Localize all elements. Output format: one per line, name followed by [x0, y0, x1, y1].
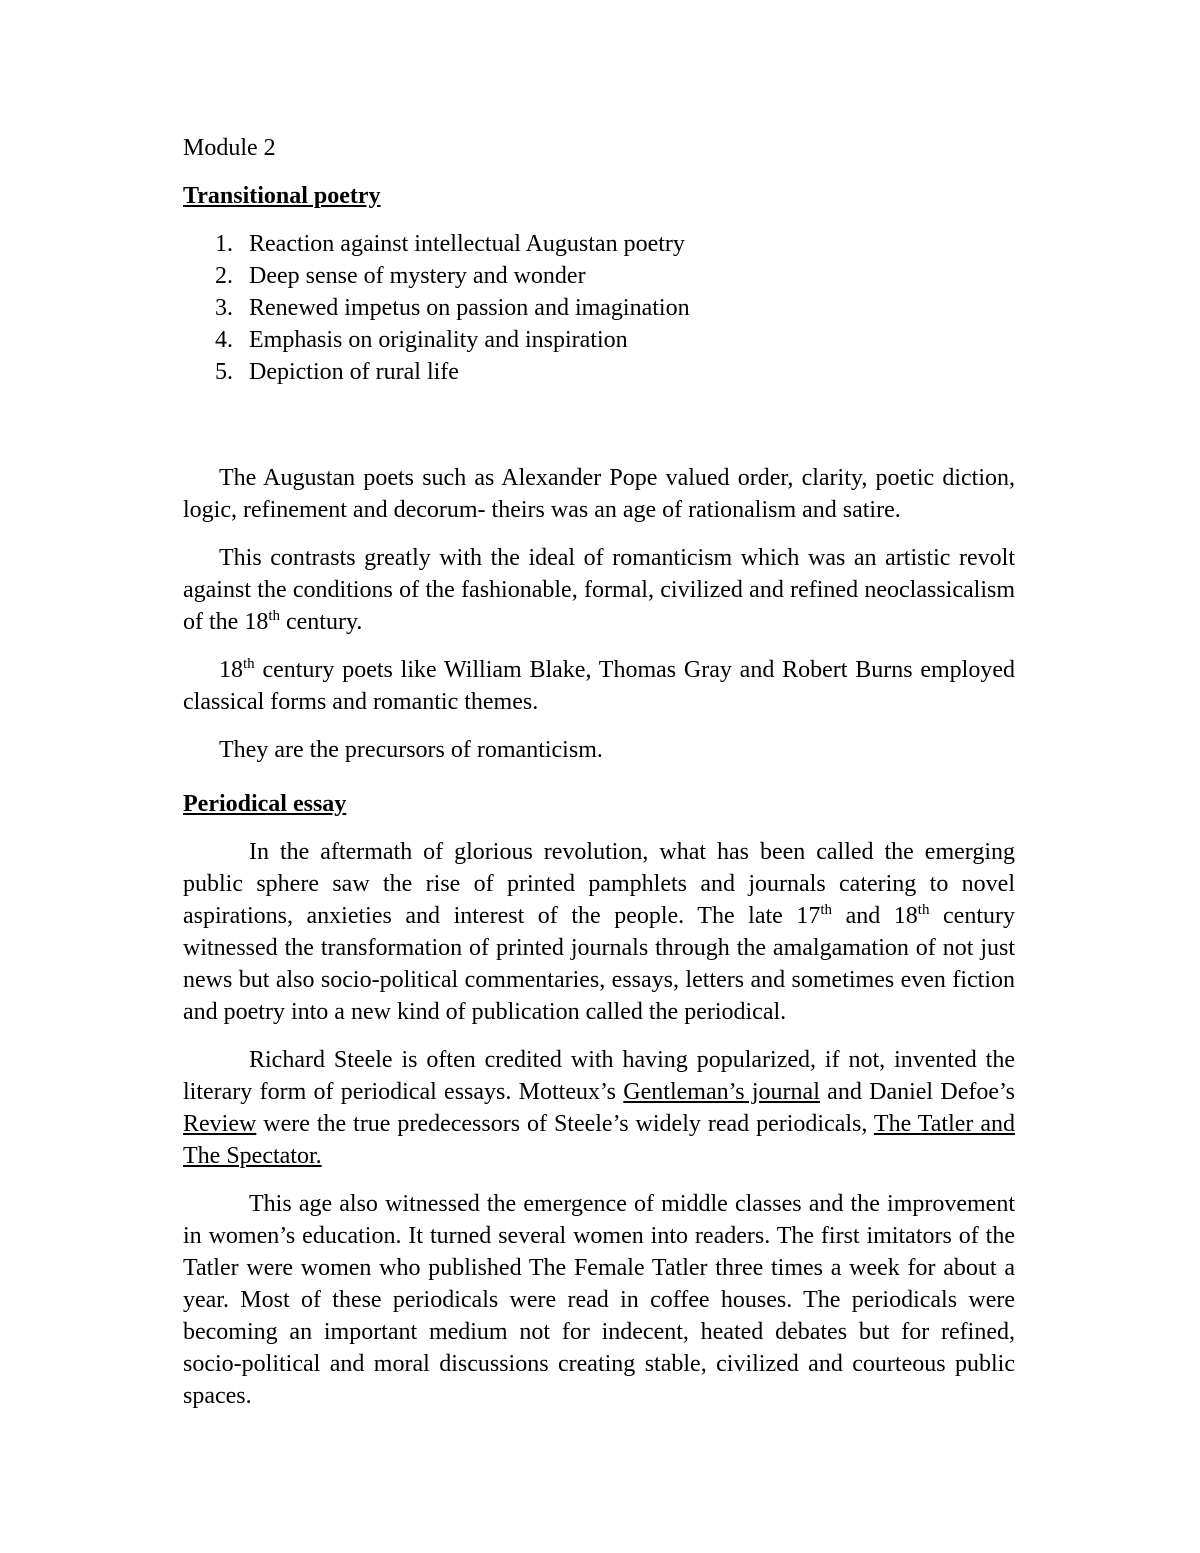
- augustan-paragraph: The Augustan poets such as Alexander Pope valued order, clarity, poetic diction, logic, refinement and decorum- theirs was an age of rationalism and satire.: [183, 465, 1015, 523]
- list-item: [215, 324, 1015, 356]
- list-item-text: Deep sense of mystery and wonder: [249, 263, 586, 289]
- list-item: [215, 292, 1015, 324]
- tatler-spectator-title: The Tatler and The Spectator.: [183, 1111, 1015, 1169]
- list-item: [215, 356, 1015, 388]
- list-number: 3.: [215, 295, 233, 321]
- periodical-essay-heading: Periodical essay: [183, 791, 347, 817]
- list-number: 5.: [215, 359, 233, 385]
- romanticism-contrast-paragraph: This contrasts greatly with the ideal of romanticism which was an artistic revolt against the conditions of the fashionable, formal, civilized and refined neoclassicalism of the 18th century.: [183, 545, 1015, 635]
- gentlemans-journal-title: Gentleman’s journal: [623, 1079, 820, 1105]
- list-item: [215, 228, 1015, 260]
- aftermath-paragraph: In the aftermath of glorious revolution, what has been called the emerging public sphere saw the rise of printed pamphlets and journals catering to novel aspirations, anxieties and interest of the people. The late 17th and 18th century witnessed the transformation of printed journals through the amalgamation of not just news but also socio-political commentaries, essays, letters and sometimes even fiction and poetry into a new kind of publication called the periodical.: [183, 839, 1015, 1025]
- list-item-text: Reaction against intellectual Augustan poetry: [249, 231, 685, 257]
- periodical-essay-body: [183, 836, 1015, 1412]
- list-number: 1.: [215, 231, 233, 257]
- list-number: 4.: [215, 327, 233, 353]
- list-item-text: Renewed impetus on passion and imagination: [249, 295, 690, 321]
- middle-classes-paragraph: This age also witnessed the emergence of middle classes and the improvement in women’s education. It turned several women into readers. The first imitators of the Tatler were women who published The Female Tatler three times a week for about a year. Most of these periodicals were read in coffee houses. The periodicals were becoming an important medium not for indecent, heated debates but for refined, socio-political and moral discussions creating stable, civilized and courteous public spaces.: [183, 1191, 1015, 1409]
- list-number: 2.: [215, 263, 233, 289]
- list-item-text: Depiction of rural life: [249, 359, 459, 385]
- eighteenth-century-poets-paragraph: 18th century poets like William Blake, Thomas Gray and Robert Burns employed classical forms and romantic themes.: [183, 656, 1015, 715]
- list-item: [215, 260, 1015, 292]
- review-title: Review: [183, 1111, 257, 1137]
- richard-steele-paragraph: Richard Steele is often credited with having popularized, if not, invented the literary form of periodical essays. Motteux’s Gentleman’s journal and Daniel Defoe’s Review were the true predecessors of Steele’s widely read periodicals, The Tatler and The Spectator.: [183, 1047, 1016, 1169]
- module-label: Module 2: [183, 135, 276, 161]
- transitional-poetry-heading: Transitional poetry: [183, 183, 381, 209]
- list-item-text: Emphasis on originality and inspiration: [249, 327, 628, 353]
- precursors-paragraph: They are the precursors of romanticism.: [219, 737, 603, 763]
- transitional-poetry-list: [183, 228, 1015, 388]
- document-page: [183, 132, 1015, 1428]
